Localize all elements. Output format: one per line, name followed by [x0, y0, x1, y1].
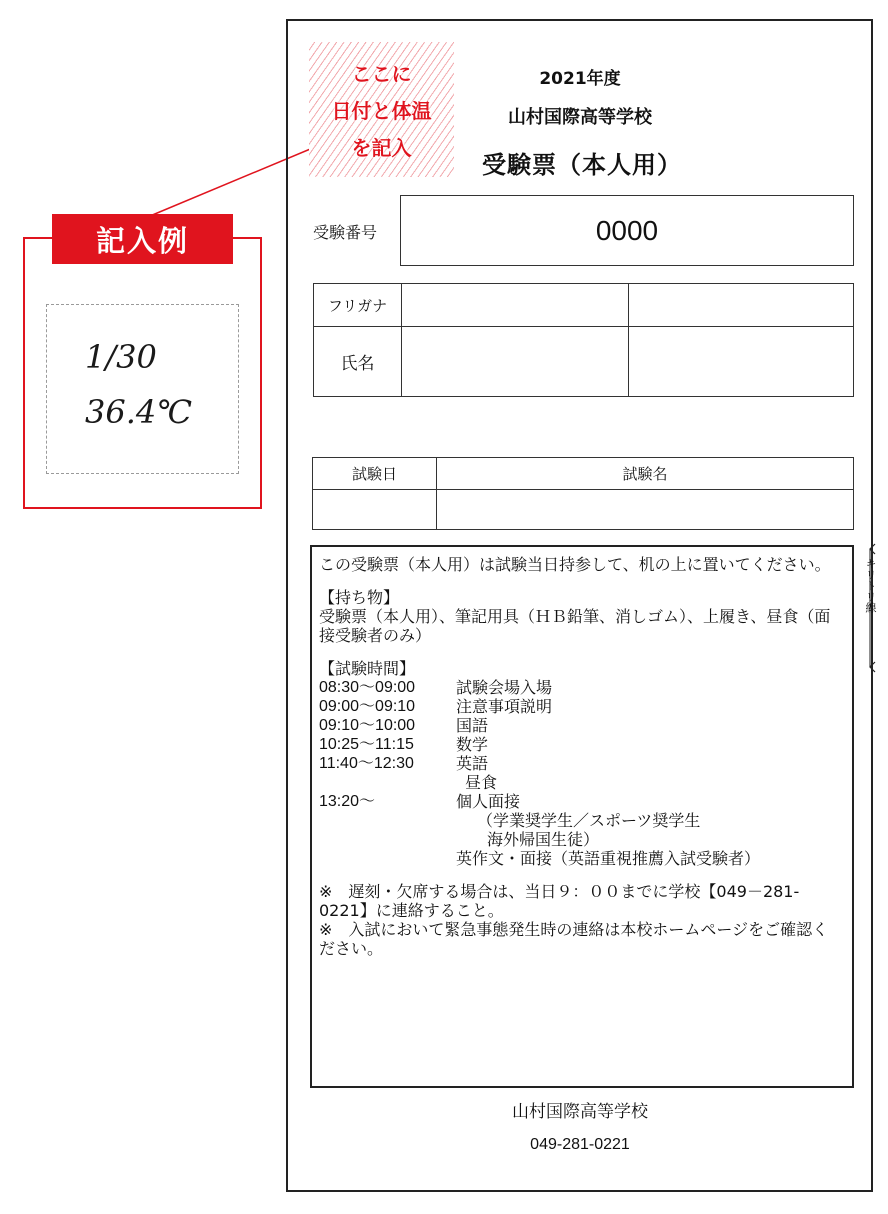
- footer-school-name: 山村国際高等学校: [512, 1102, 648, 1122]
- exam-number-value: 0000: [400, 195, 854, 266]
- schedule-time: 11:40～12:30: [319, 755, 414, 772]
- schedule-activity: 試験会場入場: [456, 678, 553, 697]
- furigana-field-family[interactable]: [402, 284, 629, 327]
- name-label: 氏名: [314, 327, 402, 397]
- exam-name-field[interactable]: [437, 490, 854, 530]
- exam-date-header: 試験日: [313, 458, 437, 490]
- exam-table: [312, 457, 854, 530]
- schedule-activity: 注意事項説明: [456, 697, 553, 716]
- essay-text: 英作文・面接（英語重視推薦入試受験者）: [456, 849, 761, 868]
- schedule-time: 09:00～09:10: [319, 698, 416, 715]
- intro-text: この受験票（本人用）は試験当日持参して、机の上に置いてください。: [319, 555, 831, 574]
- school-year: 2021年度: [539, 69, 621, 89]
- schedule-row: [319, 678, 844, 697]
- schedule-row: [319, 697, 844, 716]
- late-notice: ※ 遅刻・欠席する場合は、当日９：００までに学校【049－281-0221】に連絡すること。: [319, 882, 800, 920]
- belongings-heading: 【持ち物】: [319, 588, 400, 607]
- lunch-text: 昼食: [465, 773, 498, 792]
- schedule-time: 09:10～10:00: [319, 717, 416, 734]
- schedule-row: [319, 735, 844, 754]
- schedule-row: [319, 716, 844, 735]
- school-name: 山村国際高等学校: [508, 107, 652, 128]
- cut-line-label: キリトリ線: [864, 558, 877, 613]
- furigana-label: フリガナ: [314, 284, 402, 327]
- footer-phone: 049-281-0221: [530, 1136, 630, 1153]
- schedule-heading: 【試験時間】: [319, 659, 416, 678]
- furigana-field-given[interactable]: [629, 284, 854, 327]
- belongings-text: 受験票（本人用）、筆記用具（ＨＢ鉛筆、消しゴム）、上履き、昼食（面接受験者のみ）: [319, 607, 831, 645]
- stamp-text-line2: 日付と体温: [331, 99, 432, 123]
- stamp-text-line3: を記入: [351, 136, 412, 160]
- name-field-given[interactable]: [629, 327, 854, 397]
- stamp-text-line1: ここに: [351, 62, 412, 86]
- name-field-family[interactable]: [402, 327, 629, 397]
- schedule-activity: 数学: [456, 735, 489, 754]
- exam-name-header: 試験名: [437, 458, 854, 490]
- schedule-row: [319, 754, 844, 773]
- exam-date-field[interactable]: [313, 490, 437, 530]
- interview-text: 個人面接: [456, 792, 521, 811]
- example-dashed-area: [46, 304, 239, 474]
- interview-note-1: （学業奨学生／スポーツ奨学生: [477, 811, 701, 830]
- example-label: 記入例: [52, 214, 233, 264]
- example-temperature: 36.4℃: [85, 393, 193, 431]
- instructions-box: [310, 545, 854, 1088]
- schedule-row: [319, 792, 844, 811]
- schedule-activity: 国語: [456, 716, 489, 735]
- page-title: 受験票（本人用）: [482, 151, 682, 179]
- schedule-activity: 英語: [456, 754, 489, 773]
- interview-note-2: 海外帰国生徒）: [487, 830, 600, 849]
- afternoon-time: 13:20～: [319, 793, 376, 810]
- example-date: 1/30: [85, 338, 157, 376]
- name-table: [313, 283, 854, 397]
- schedule-time: 10:25～11:15: [319, 736, 414, 753]
- exam-number-label: 受験番号: [313, 223, 378, 242]
- schedule-time: 08:30～09:00: [319, 679, 416, 696]
- emergency-notice: ※ 入試において緊急事態発生時の連絡は本校ホームページをご確認ください。: [319, 920, 829, 958]
